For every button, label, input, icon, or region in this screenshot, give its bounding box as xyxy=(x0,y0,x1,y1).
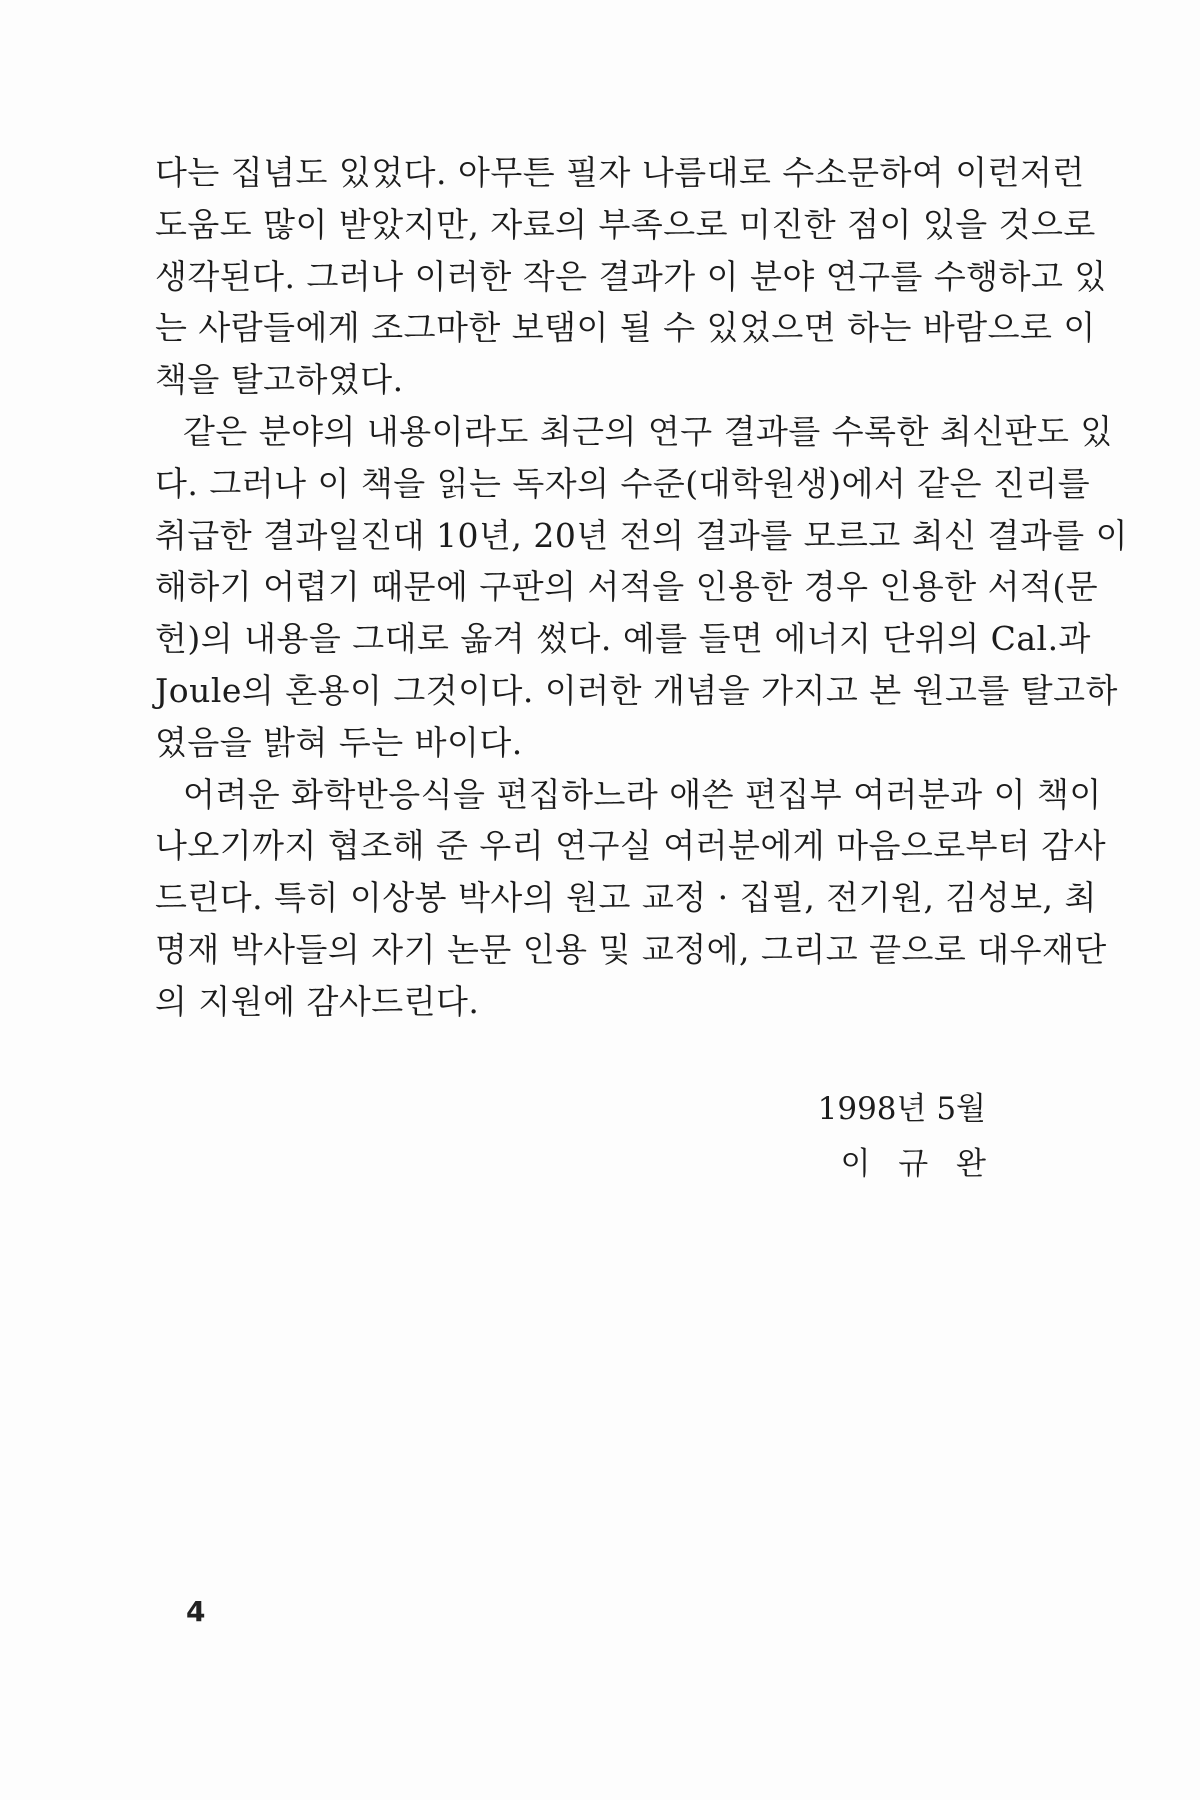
text-line: 같은 분야의 내용이라도 최근의 연구 결과를 수록한 최신판도 있 xyxy=(183,411,1113,451)
text-line: Joule의 혼용이 그것이다. 이러한 개념을 가지고 본 원고를 탈고하 xyxy=(155,670,1118,710)
text-line: 나오기까지 협조해 준 우리 연구실 여러분에게 마음으로부터 감사 xyxy=(155,826,1107,866)
text-line: 책을 탈고하였다. xyxy=(155,360,404,400)
text-line: 의 지원에 감사드린다. xyxy=(155,981,480,1021)
signature-block xyxy=(817,1082,995,1192)
text-line: 명재 박사들의 자기 논문 인용 및 교정에, 그리고 끝으로 대우재단 xyxy=(155,929,1107,969)
preface-body xyxy=(155,147,1128,1028)
text-line: 다. 그러나 이 책을 읽는 독자의 수준(대학원생)에서 같은 진리를 xyxy=(155,463,1091,503)
paragraph-3 xyxy=(155,769,1107,1028)
text-line: 해하기 어렵기 때문에 구판의 서적을 인용한 경우 인용한 서적(문 xyxy=(155,567,1099,607)
text-line: 도움도 많이 받았지만, 자료의 부족으로 미진한 점이 있을 것으로 xyxy=(155,204,1096,244)
paragraph-1 xyxy=(155,147,1107,406)
text-line: 드린다. 특히 이상봉 박사의 원고 교정 · 집필, 전기원, 김성보, 최 xyxy=(155,878,1097,918)
text-line: 는 사람들에게 조그마한 보탬이 될 수 있었으면 하는 바람으로 이 xyxy=(155,308,1096,348)
text-line: 였음을 밝혀 두는 바이다. xyxy=(155,722,523,762)
text-line: 취급한 결과일진대 10년, 20년 전의 결과를 모르고 최신 결과를 이 xyxy=(155,515,1128,555)
signature-author: 이 규 완 xyxy=(840,1146,995,1182)
paragraph-2 xyxy=(155,406,1128,769)
text-line: 다는 집념도 있었다. 아무튼 필자 나름대로 수소문하여 이런저런 xyxy=(155,153,1085,192)
text-line: 헌)의 내용을 그대로 옮겨 썼다. 예를 들면 에너지 단위의 Cal.과 xyxy=(155,619,1091,659)
text-line: 생각된다. 그러나 이러한 작은 결과가 이 분야 연구를 수행하고 있 xyxy=(155,256,1107,296)
page-number: 4 xyxy=(186,1595,206,1628)
signature-date: 1998년 5월 xyxy=(817,1091,986,1127)
text-line: 어려운 화학반응식을 편집하느라 애쓴 편집부 여러분과 이 책이 xyxy=(183,774,1102,814)
